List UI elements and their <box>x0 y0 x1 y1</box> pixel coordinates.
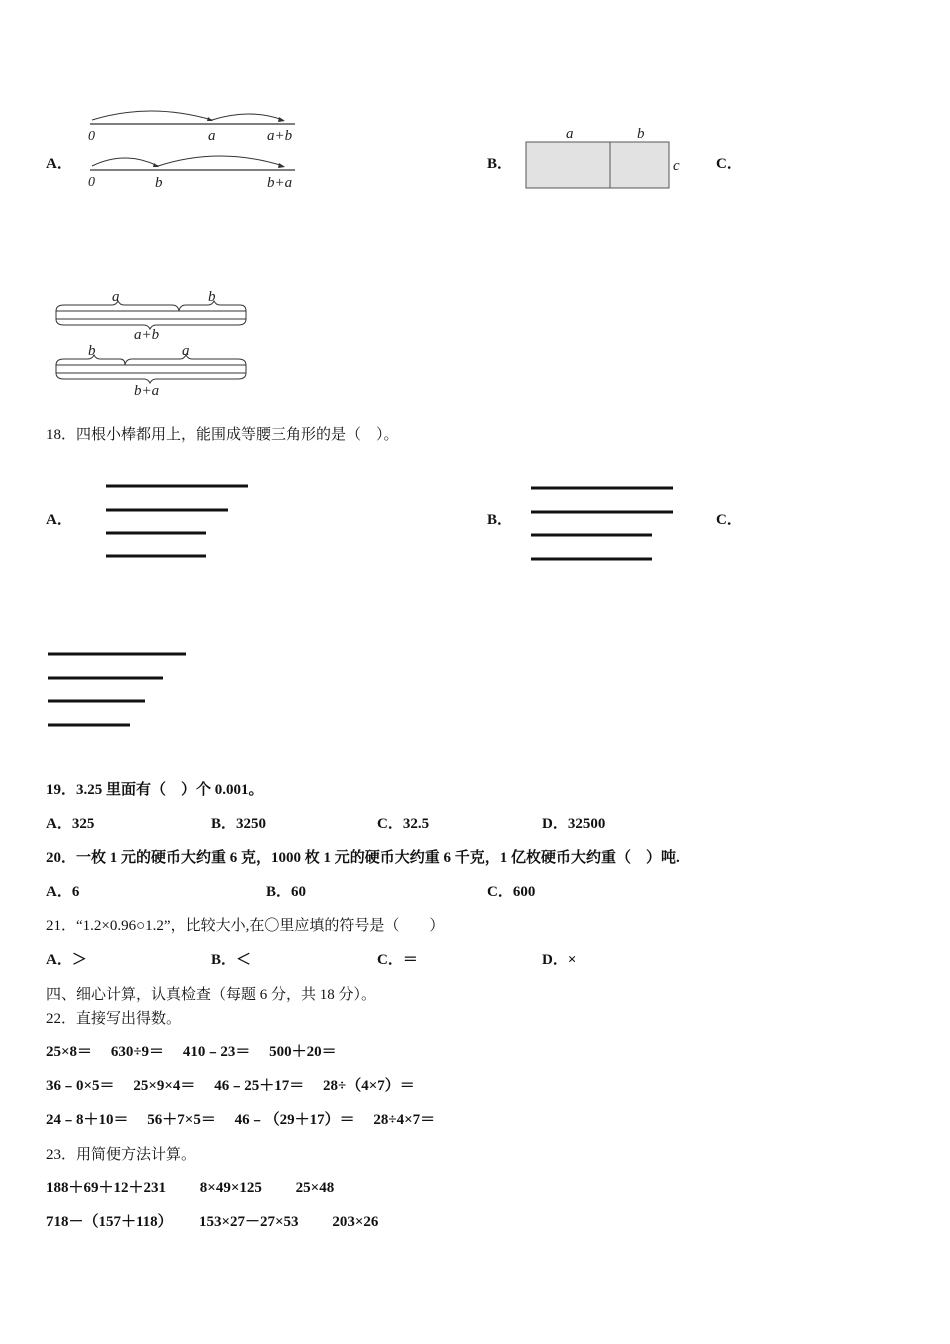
q20-option-c[interactable]: C．600 <box>487 884 536 900</box>
q22-row-1 <box>46 1040 337 1061</box>
q22-item: 46﹣25＋17＝ <box>214 1078 305 1094</box>
q22-item: 46﹣（29＋17）＝ <box>234 1112 355 1128</box>
q23-item: 203×26 <box>332 1214 379 1230</box>
q17-brace-b-plus-a: b+a <box>134 383 160 399</box>
q17-brace-b-top: b <box>208 289 216 305</box>
q18-sticks-a <box>100 478 260 568</box>
q18-sticks-b <box>525 478 685 568</box>
q17-number-line-diagram <box>80 100 320 200</box>
q22-item: 56＋7×5＝ <box>147 1112 216 1128</box>
q22-item: 28÷4×7＝ <box>373 1112 436 1128</box>
q17-brace-a-plus-b: a+b <box>134 327 160 343</box>
q17-rect-a: a <box>566 126 574 142</box>
q22-item: 630÷9＝ <box>110 1044 165 1060</box>
q22-item: 25×8＝ <box>46 1044 93 1060</box>
q22-row-3 <box>46 1108 435 1129</box>
q22-item: 28÷（4×7）＝ <box>322 1078 415 1094</box>
section-4-title: 四、细心计算，认真检查（每题 6 分，共 18 分）。 <box>46 987 377 1003</box>
q23-item: 8×49×125 <box>199 1180 262 1196</box>
q20-option-a[interactable]: A．6 <box>46 884 80 900</box>
q19-option-a[interactable]: A．325 <box>46 816 95 832</box>
q20-question-text: 20．一枚 1 元的硬币大约重 6 克，1000 枚 1 元的硬币大约重 6 千克，1 亿枚硬币大约重（ ）吨. <box>46 850 680 866</box>
q19-option-b[interactable]: B．3250 <box>211 816 267 832</box>
q17-nl-zero-bottom: 0 <box>88 175 95 190</box>
q22-item: 500＋20＝ <box>269 1044 337 1060</box>
q22-row-2 <box>46 1074 415 1095</box>
q18-option-b-label[interactable]: B． <box>487 512 513 528</box>
q20-option-b[interactable]: B．60 <box>266 884 307 900</box>
q21-option-c[interactable]: C．＝ <box>377 952 418 968</box>
q17-rectangle-diagram <box>520 122 690 197</box>
q23-row-1 <box>46 1176 334 1197</box>
q17-nl-a-plus-b: a+b <box>267 128 293 144</box>
q17-brace-a-bottom: a <box>182 343 190 359</box>
q19-question-text: 19．3.25 里面有（ ）个 0.001。 <box>46 782 264 798</box>
q23-item: 25×48 <box>295 1180 335 1196</box>
q21-option-a[interactable]: A．＞ <box>46 952 87 968</box>
q21-option-b[interactable]: B．＜ <box>211 952 252 968</box>
q23-item: 188＋69＋12＋231 <box>46 1180 167 1196</box>
q17-brace-diagram <box>50 285 255 405</box>
q18-sticks-c <box>42 645 202 735</box>
q17-nl-b: b <box>155 175 163 191</box>
q22-item: 25×9×4＝ <box>133 1078 196 1094</box>
q22-item: 410﹣23＝ <box>182 1044 251 1060</box>
q17-brace-b-bottom: b <box>88 343 96 359</box>
q18-question-text: 18．四根小棒都用上，能围成等腰三角形的是（ ）。 <box>46 427 399 443</box>
q23-item: 718－（157＋118） <box>46 1214 166 1230</box>
q17-nl-zero-top: 0 <box>88 129 95 144</box>
q22-item: 24﹣8＋10＝ <box>46 1112 129 1128</box>
q17-nl-a: a <box>208 128 216 144</box>
q23-question-text: 23．用简便方法计算。 <box>46 1147 197 1163</box>
q23-row-2 <box>46 1210 378 1231</box>
q22-question-text: 22．直接写出得数。 <box>46 1011 182 1027</box>
q17-option-a-label[interactable]: A． <box>46 156 72 172</box>
q17-nl-b-plus-a: b+a <box>267 175 293 191</box>
q23-item: 153×27－27×53 <box>198 1214 299 1230</box>
q18-option-c-label[interactable]: C． <box>716 512 742 528</box>
q18-option-a-label[interactable]: A． <box>46 512 72 528</box>
q17-option-c-label[interactable]: C． <box>716 156 742 172</box>
q17-option-b-label[interactable]: B． <box>487 156 513 172</box>
q19-option-c[interactable]: C．32.5 <box>377 816 430 832</box>
q21-question-text: 21．“1.2×0.96○1.2”，比较大小,在〇里应填的符号是（ ） <box>46 918 445 934</box>
q19-option-d[interactable]: D．32500 <box>542 816 606 832</box>
q22-item: 36﹣0×5＝ <box>46 1078 115 1094</box>
q17-rect-b: b <box>637 126 645 142</box>
q17-rect-c: c <box>673 158 680 174</box>
q21-option-d[interactable]: D．× <box>542 952 577 968</box>
q17-brace-a-top: a <box>112 289 120 305</box>
